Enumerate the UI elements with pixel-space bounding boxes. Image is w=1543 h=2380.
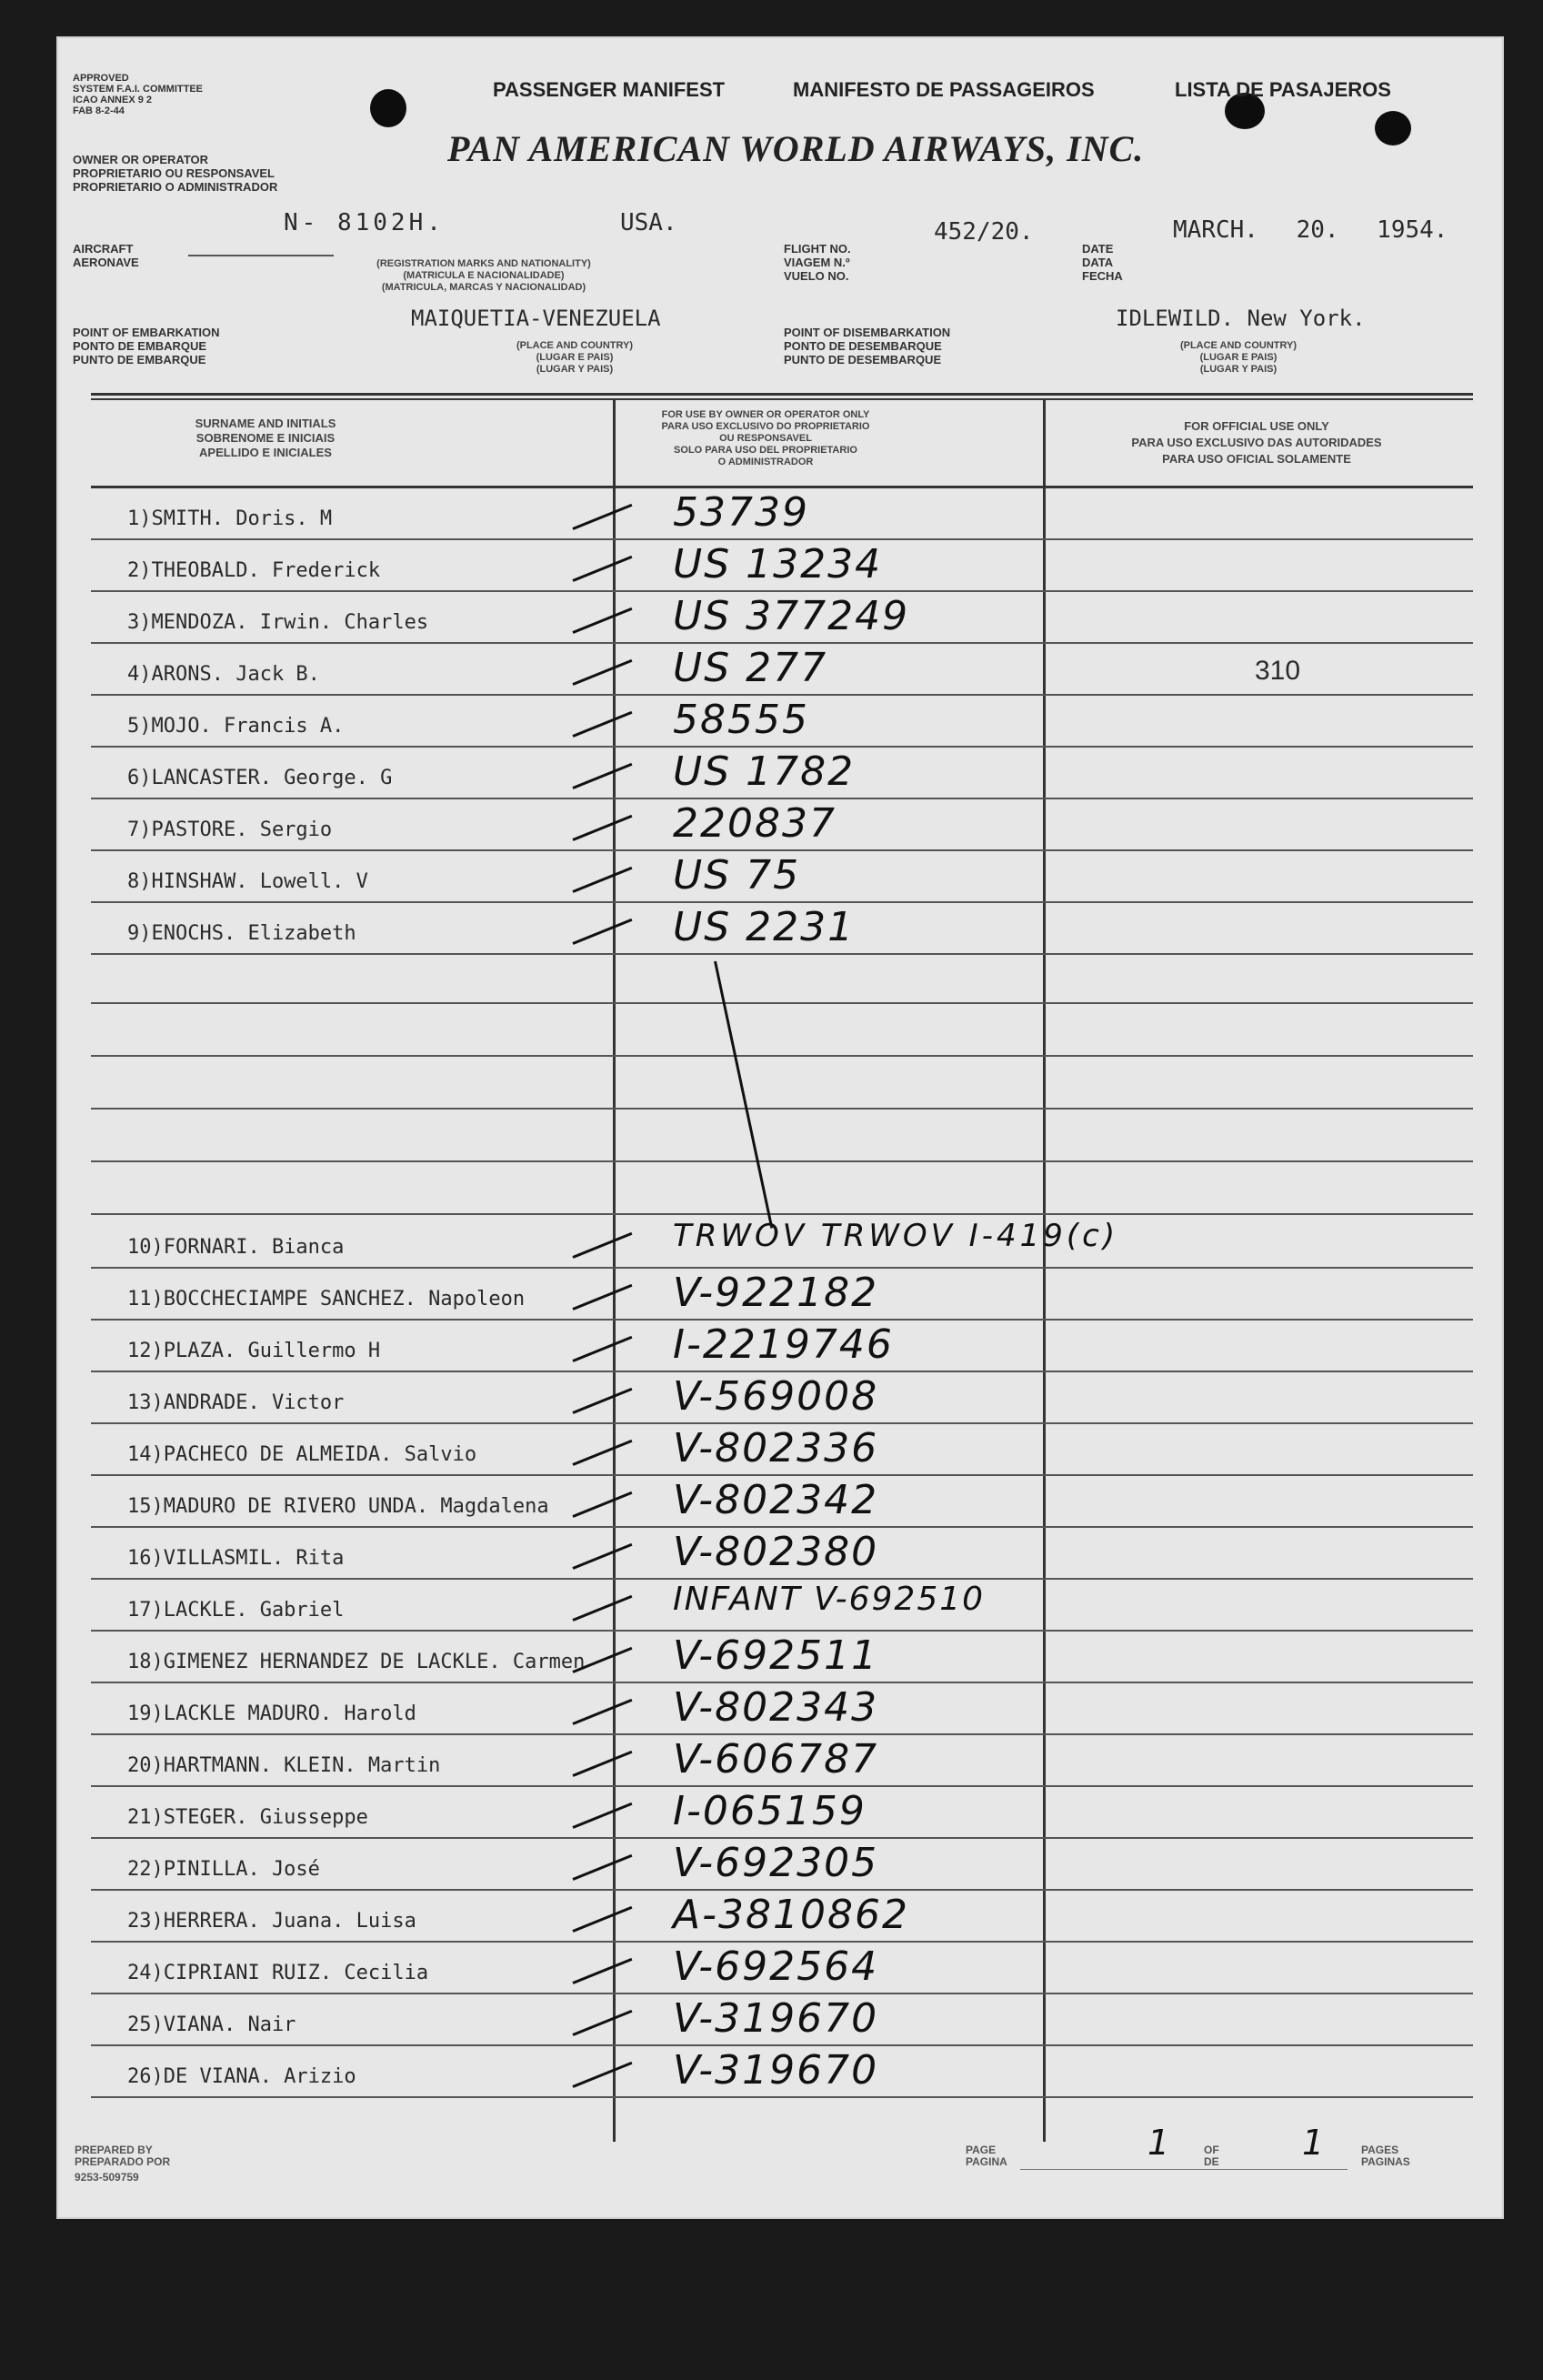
passport-number: INFANT V-692510	[673, 1581, 986, 1618]
passport-number: A-3810862	[673, 1892, 909, 1938]
passport-number: US 2231	[673, 904, 856, 950]
check-mark	[572, 815, 632, 841]
check-mark	[572, 763, 632, 789]
blank-row-rule	[91, 1108, 1473, 1110]
row-rule	[91, 2096, 1473, 2098]
pages-label: PAGES PAGINAS	[1361, 2144, 1410, 2168]
check-mark	[572, 867, 632, 893]
passport-number: TRWOV TRWOV I-419(c)	[673, 1218, 1119, 1254]
table-row	[91, 1372, 1473, 1424]
passenger-name: 26)DE VIANA. Arizio	[127, 2065, 356, 2088]
passenger-name: 25)VIANA. Nair	[127, 2013, 296, 2036]
passenger-name: 4)ARONS. Jack B.	[127, 663, 320, 686]
passport-number: 58555	[673, 697, 809, 743]
page-label: PAGE PAGINA	[966, 2144, 1007, 2168]
passenger-name: 15)MADURO DE RIVERO UNDA. Magdalena	[127, 1495, 549, 1518]
passenger-name: 12)PLAZA. Guillermo H	[127, 1340, 381, 1362]
disembark-caption: (PLACE AND COUNTRY) (LUGAR E PAIS) (LUGAR Y PAIS)	[1179, 340, 1298, 375]
passenger-name: 21)STEGER. Giusseppe	[127, 1806, 368, 1829]
passport-number: V-606787	[673, 1736, 879, 1782]
passport-number: US 1782	[673, 748, 856, 795]
table-row	[91, 1632, 1473, 1683]
passenger-name: 7)PASTORE. Sergio	[127, 818, 333, 841]
passport-number: US 377249	[673, 593, 910, 639]
table-row	[91, 644, 1473, 696]
of-label: OF DE	[1204, 2144, 1219, 2168]
passport-number: V-319670	[673, 1995, 879, 2042]
check-mark	[572, 608, 632, 634]
table-row	[91, 1839, 1473, 1891]
title-es: LISTA DE PASAJEROS	[1175, 78, 1391, 101]
passport-number: 53739	[673, 489, 809, 536]
passenger-name: 1)SMITH. Doris. M	[127, 507, 333, 530]
passport-number: I-2219746	[673, 1321, 894, 1368]
col-operator-header: FOR USE BY OWNER OR OPERATOR ONLY PARA USO EXCLUSIVO DO PROPRIETARIO OU RESPONSAVEL SOLO PARA USO DEL PROPRIETARIO O ADMINISTRADOR	[661, 409, 870, 467]
prepared-by-label: PREPARED BY PREPARADO POR	[75, 2144, 171, 2168]
passenger-name: 14)PACHECO DE ALMEIDA. Salvio	[127, 1443, 477, 1466]
table-row	[91, 2046, 1473, 2098]
passport-number: I-065159	[673, 1788, 867, 1834]
check-mark	[572, 2062, 632, 2088]
passport-number: V-569008	[673, 1373, 879, 1420]
table-row	[91, 1217, 1473, 1269]
table-row	[91, 488, 1473, 540]
passenger-name: 5)MOJO. Francis A.	[127, 715, 345, 738]
check-mark	[572, 1284, 632, 1311]
passport-number: US 277	[673, 645, 828, 691]
embark-caption: (PLACE AND COUNTRY) (LUGAR E PAIS) (LUGAR Y PAIS)	[516, 340, 634, 375]
table-row	[91, 903, 1473, 955]
check-mark	[572, 1543, 632, 1570]
col-official-header: FOR OFFICIAL USE ONLY PARA USO EXCLUSIVO DAS AUTORIDADES PARA USO OFICIAL SOLAMENTE	[1131, 419, 1382, 466]
passenger-name: 9)ENOCHS. Elizabeth	[127, 922, 356, 945]
table-row	[91, 1321, 1473, 1372]
passenger-name: 16)VILLASMIL. Rita	[127, 1547, 345, 1570]
passenger-name: 23)HERRERA. Juana. Luisa	[127, 1910, 416, 1933]
title-en: PASSENGER MANIFEST	[493, 78, 726, 101]
passenger-name: 8)HINSHAW. Lowell. V	[127, 870, 368, 893]
table-row	[91, 1683, 1473, 1735]
official-entry: 310	[1255, 656, 1301, 686]
passenger-name: 3)MENDOZA. Irwin. Charles	[127, 611, 429, 634]
aircraft-label: AIRCRAFT AERONAVE	[73, 242, 139, 269]
passenger-name: 18)GIMENEZ HERNANDEZ DE LACKLE. Carmen	[127, 1651, 586, 1673]
check-mark	[572, 1491, 632, 1518]
check-mark	[572, 556, 632, 582]
check-mark	[572, 504, 632, 530]
table-row	[91, 1994, 1473, 2046]
check-mark	[572, 1906, 632, 1933]
passenger-name: 11)BOCCHECIAMPE SANCHEZ. Napoleon	[127, 1288, 526, 1311]
passport-number: 220837	[673, 800, 837, 847]
check-mark	[572, 1803, 632, 1829]
passport-number: V-692564	[673, 1943, 879, 1990]
table-row	[91, 1580, 1473, 1632]
embark-label: POINT OF EMBARKATION PONTO DE EMBARQUE PUNTO DE EMBARQUE	[73, 326, 220, 367]
check-mark	[572, 1958, 632, 1984]
table-row	[91, 1943, 1473, 1994]
page-total: 1	[1302, 2123, 1327, 2163]
passport-number: V-922182	[673, 1270, 879, 1316]
table-row	[91, 540, 1473, 592]
passenger-name: 22)PINILLA. José	[127, 1858, 320, 1881]
title-pt: MANIFESTO DE PASSAGEIROS	[793, 78, 1095, 101]
check-mark	[572, 1388, 632, 1414]
date-label: DATE DATA FECHA	[1082, 242, 1123, 283]
passport-number: US 13234	[673, 541, 883, 587]
check-mark	[572, 1336, 632, 1362]
check-mark	[572, 711, 632, 738]
passenger-name: 2)THEOBALD. Frederick	[127, 559, 381, 582]
check-mark	[572, 1440, 632, 1466]
check-mark	[572, 659, 632, 686]
table-row	[91, 1787, 1473, 1839]
table-row	[91, 851, 1473, 903]
col-names-header: SURNAME AND INITIALS SOBRENOME E INICIAIS APELLIDO E INICIALES	[195, 417, 336, 459]
approval-stamp: APPROVED SYSTEM F.A.I. COMMITTEE ICAO ANNEX 9 2 FAB 8-2-44	[73, 73, 204, 116]
blank-row-rule	[91, 1002, 1473, 1004]
passport-number: V-319670	[673, 2047, 879, 2094]
check-mark	[572, 1854, 632, 1881]
table-row	[91, 592, 1473, 644]
passport-number: V-802380	[673, 1529, 879, 1575]
operator-name: PAN AMERICAN WORLD AIRWAYS, INC.	[447, 128, 1145, 169]
passport-number: V-802343	[673, 1684, 879, 1731]
table-row	[91, 696, 1473, 748]
owner-label: OWNER OR OPERATOR PROPRIETARIO OU RESPONSAVEL PROPRIETARIO O ADMINISTRADOR	[73, 153, 278, 194]
blank-row-rule	[91, 1160, 1473, 1162]
blank-row-rule	[91, 1213, 1473, 1215]
passenger-name: 13)ANDRADE. Victor	[127, 1391, 345, 1414]
flight-date: MARCH. 20. 1954.	[1173, 216, 1448, 244]
passport-number: V-802336	[673, 1425, 879, 1471]
check-mark	[572, 1751, 632, 1777]
table-row	[91, 748, 1473, 799]
flight-label: FLIGHT NO. VIAGEM N.º VUELO NO.	[784, 242, 851, 283]
aircraft-registration: N- 8102H.	[284, 209, 445, 236]
page-number: 1	[1147, 2123, 1172, 2163]
passenger-name: 10)FORNARI. Bianca	[127, 1236, 345, 1259]
table-row	[91, 1269, 1473, 1321]
ink-blot	[370, 89, 406, 127]
check-mark	[572, 2010, 632, 2036]
passenger-name: 24)CIPRIANI RUIZ. Cecilia	[127, 1962, 429, 1984]
passenger-name: 17)LACKLE. Gabriel	[127, 1599, 345, 1622]
check-mark	[572, 1699, 632, 1725]
table-row	[91, 799, 1473, 851]
disembark-point: IDLEWILD. New York.	[1116, 306, 1366, 331]
check-mark	[572, 1232, 632, 1259]
table-row	[91, 1735, 1473, 1787]
table-row	[91, 1476, 1473, 1528]
table-row	[91, 1891, 1473, 1943]
aircraft-nationality: USA.	[620, 209, 677, 236]
blank-row-rule	[91, 1055, 1473, 1057]
ink-blot	[1375, 111, 1411, 146]
passport-number: V-802342	[673, 1477, 879, 1523]
registration-caption: (REGISTRATION MARKS AND NATIONALITY) (MATRICULA E NACIONALIDADE) (MATRICULA, MARCAS Y NACIONALIDAD)	[376, 258, 591, 293]
disembark-label: POINT OF DISEMBARKATION PONTO DE DESEMBARQUE PUNTO DE DESEMBARQUE	[784, 326, 951, 367]
passport-number: US 75	[673, 852, 801, 899]
flight-number: 452/20.	[934, 218, 1034, 246]
form-number: 9253-509759	[75, 2171, 139, 2184]
passport-number: V-692511	[673, 1632, 879, 1679]
passenger-name: 19)LACKLE MADURO. Harold	[127, 1702, 416, 1725]
check-mark	[572, 1595, 632, 1622]
passport-number: V-692305	[673, 1840, 879, 1886]
table-row	[91, 1528, 1473, 1580]
check-mark	[572, 919, 632, 945]
row-rule	[91, 953, 1473, 955]
table-row	[91, 1424, 1473, 1476]
passenger-name: 6)LANCASTER. George. G	[127, 767, 393, 789]
embark-point: MAIQUETIA-VENEZUELA	[411, 306, 661, 331]
manifest-page	[56, 36, 1504, 2219]
passenger-name: 20)HARTMANN. KLEIN. Martin	[127, 1754, 441, 1777]
